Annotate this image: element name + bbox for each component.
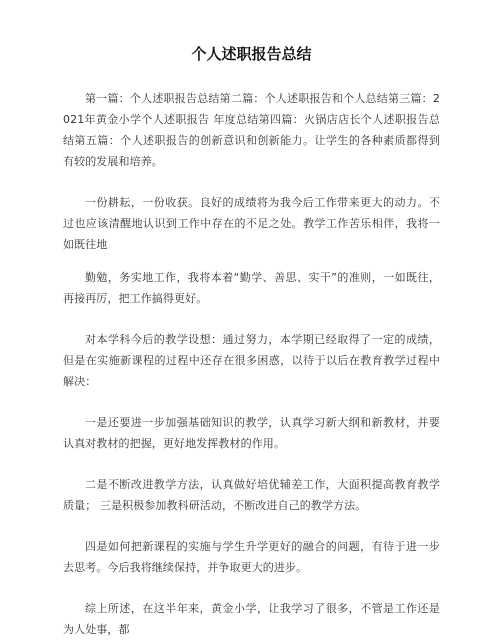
paragraph-point-four: 四是如何把新课程的实施与学生升学更好的融合的问题，有待于进一步去思考。今后我将继续保持，并争取更大的进步。	[63, 540, 440, 574]
paragraph-point-two: 二是不断改进教学方法，认真做好培优辅差工作，大面积提高教育教学质量； 三是积极参加教科研活动，不断改进自己的教学方法。	[63, 478, 440, 512]
paragraph-intro: 第一篇：个人述职报告总结第二篇：个人述职报告和个人总结第三篇：2021年黄金小学个人述职报告 年度总结第四篇：火锅店店长个人述职报告总结第五篇：个人述职报告的创新意识和创新能力。让学生的各种素质都得到有较的发展和培养。	[63, 92, 440, 168]
paragraph-point-one: 一是还要进一步加强基础知识的教学，认真学习新大纲和新教材，并要认真对教材的把握，更好地发挥教材的作用。	[63, 416, 440, 450]
paragraph-harvest: 一份耕耘，一份收获。良好的成绩将为我今后工作带来更大的动力。不过也应该清醒地认识到工作中存在的不足之处。教学工作苦乐相伴，我将一如既往地	[63, 196, 440, 251]
paragraph-diligence: 勤勉，务实地工作，我将本着“勤学、善思、实干”的准则，一如既往，再接再厉，把工作搞得更好。	[63, 271, 440, 305]
document-title: 个人述职报告总结	[191, 45, 312, 63]
paragraph-teaching-plan: 对本学科今后的教学设想：通过努力，本学期已经取得了一定的成绩，但是在实施新课程的过程中还存在很多困惑，以待于以后在教育教学过程中解决：	[63, 333, 440, 388]
paragraph-summary: 综上所述，在这半年来，黄金小学，让我学习了很多，不管是工作还是为人处事，都	[63, 602, 440, 636]
